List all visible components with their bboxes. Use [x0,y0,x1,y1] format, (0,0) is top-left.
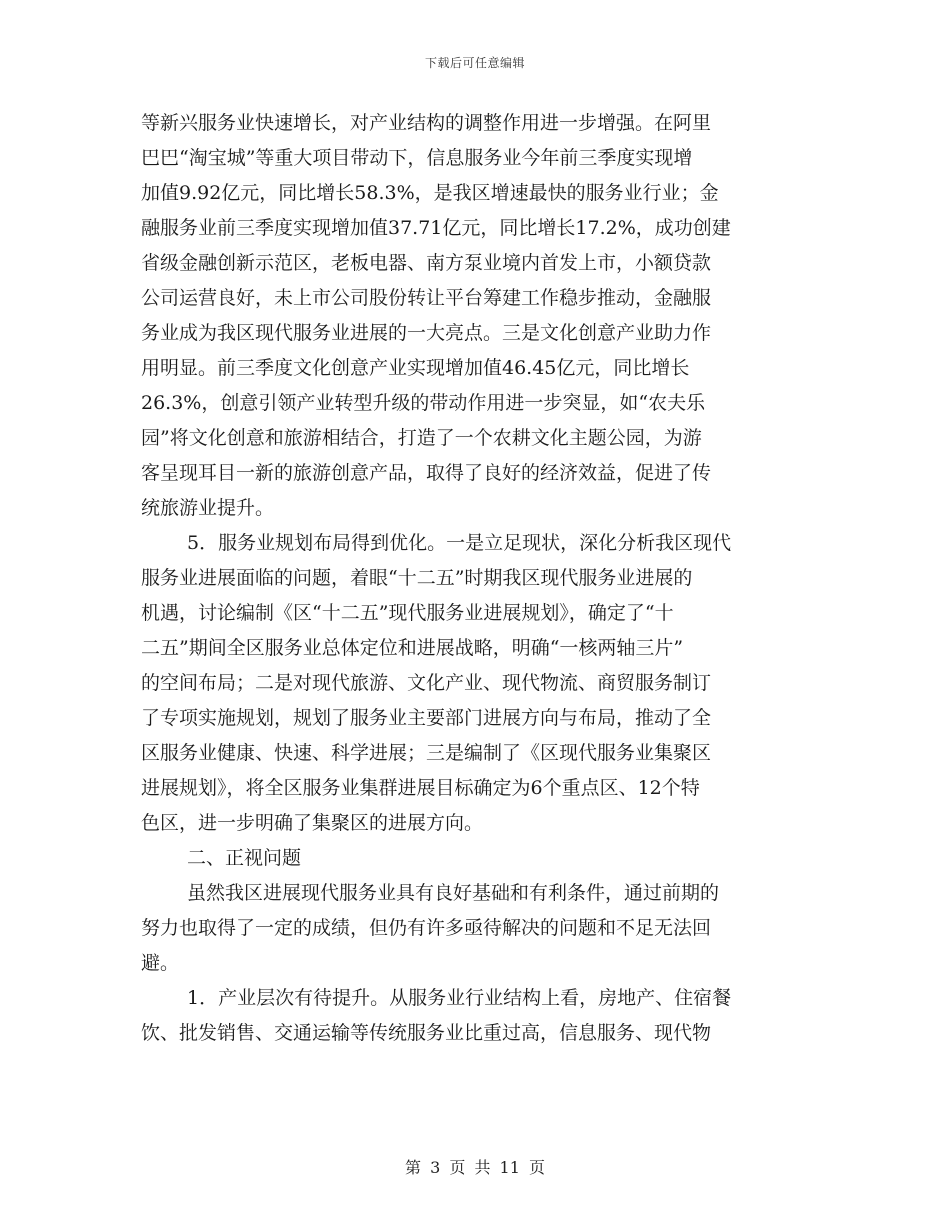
paragraph-5-start: 5．服务业规划布局得到优化。一是立足现状，深化分析我区现代 [187,532,732,554]
body-line: 色区，进一步明确了集聚区的进展方向。 [141,812,484,834]
body-line: 26.3%，创意引领产业转型升级的带动作用进一步突显，如“农夫乐 [141,392,706,414]
body-line: 服务业进展面临的问题，着眼“十二五”时期我区现代服务业进展的 [141,567,693,589]
document-body [141,106,809,1051]
page-footer-number: 第 3 页 共 11 页 [405,1158,545,1177]
body-line: 务业成为我区现代服务业进展的一大亮点。三是文化创意产业助力作 [141,322,712,344]
body-line: 融服务业前三季度实现增加值37.71亿元，同比增长17.2%，成功创建 [141,217,731,239]
paragraph-start: 虽然我区进展现代服务业具有良好基础和有利条件，通过前期的 [187,882,720,904]
body-line: 等新兴服务业快速增长，对产业结构的调整作用进一步增强。在阿里 [141,112,712,134]
body-line: 进展规划》，将全区服务业集群进展目标确定为6个重点区、12个特 [141,777,700,799]
body-line: 加值9.92亿元，同比增长58.3%，是我区增速最快的服务业行业；金 [141,182,719,204]
body-line: 二五”期间全区服务业总体定位和进展战略，明确“一核两轴三片” [141,637,684,659]
page-header-note: 下载后可任意编辑 [424,56,525,70]
body-line: 园”将文化创意和旅游相结合，打造了一个农耕文化主题公园，为游 [141,427,702,449]
body-line: 公司运营良好，未上市公司股份转让平台筹建工作稳步推动，金融服 [141,287,712,309]
body-line: 巴巴“淘宝城”等重大项目带动下，信息服务业今年前三季度实现增 [141,147,693,169]
body-line: 了专项实施规划，规划了服务业主要部门进展方向与布局，推动了全 [141,707,712,729]
body-line: 区服务业健康、快速、科学进展；三是编制了《区现代服务业集聚区 [141,742,712,764]
body-line: 省级金融创新示范区，老板电器、南方泵业境内首发上市，小额贷款 [141,252,712,274]
body-line: 用明显。前三季度文化创意产业实现增加值46.45亿元，同比增长 [141,357,690,379]
body-line: 客呈现耳目一新的旅游创意产品，取得了良好的经济效益，促进了传 [141,462,712,484]
body-line: 避。 [141,952,180,974]
body-line: 努力也取得了一定的成绩，但仍有许多亟待解决的问题和不足无法回 [141,917,712,939]
body-line: 的空间布局；二是对现代旅游、文化产业、现代物流、商贸服务制订 [141,672,712,694]
body-line: 机遇，讨论编制《区“十二五”现代服务业进展规划》，确定了“十 [141,602,674,624]
body-line: 统旅游业提升。 [141,497,275,519]
body-line: 饮、批发销售、交通运输等传统服务业比重过高，信息服务、现代物 [141,1022,712,1044]
section-heading: 二、正视问题 [187,847,302,869]
paragraph-1-start: 1．产业层次有待提升。从服务业行业结构上看，房地产、住宿餐 [187,987,732,1009]
